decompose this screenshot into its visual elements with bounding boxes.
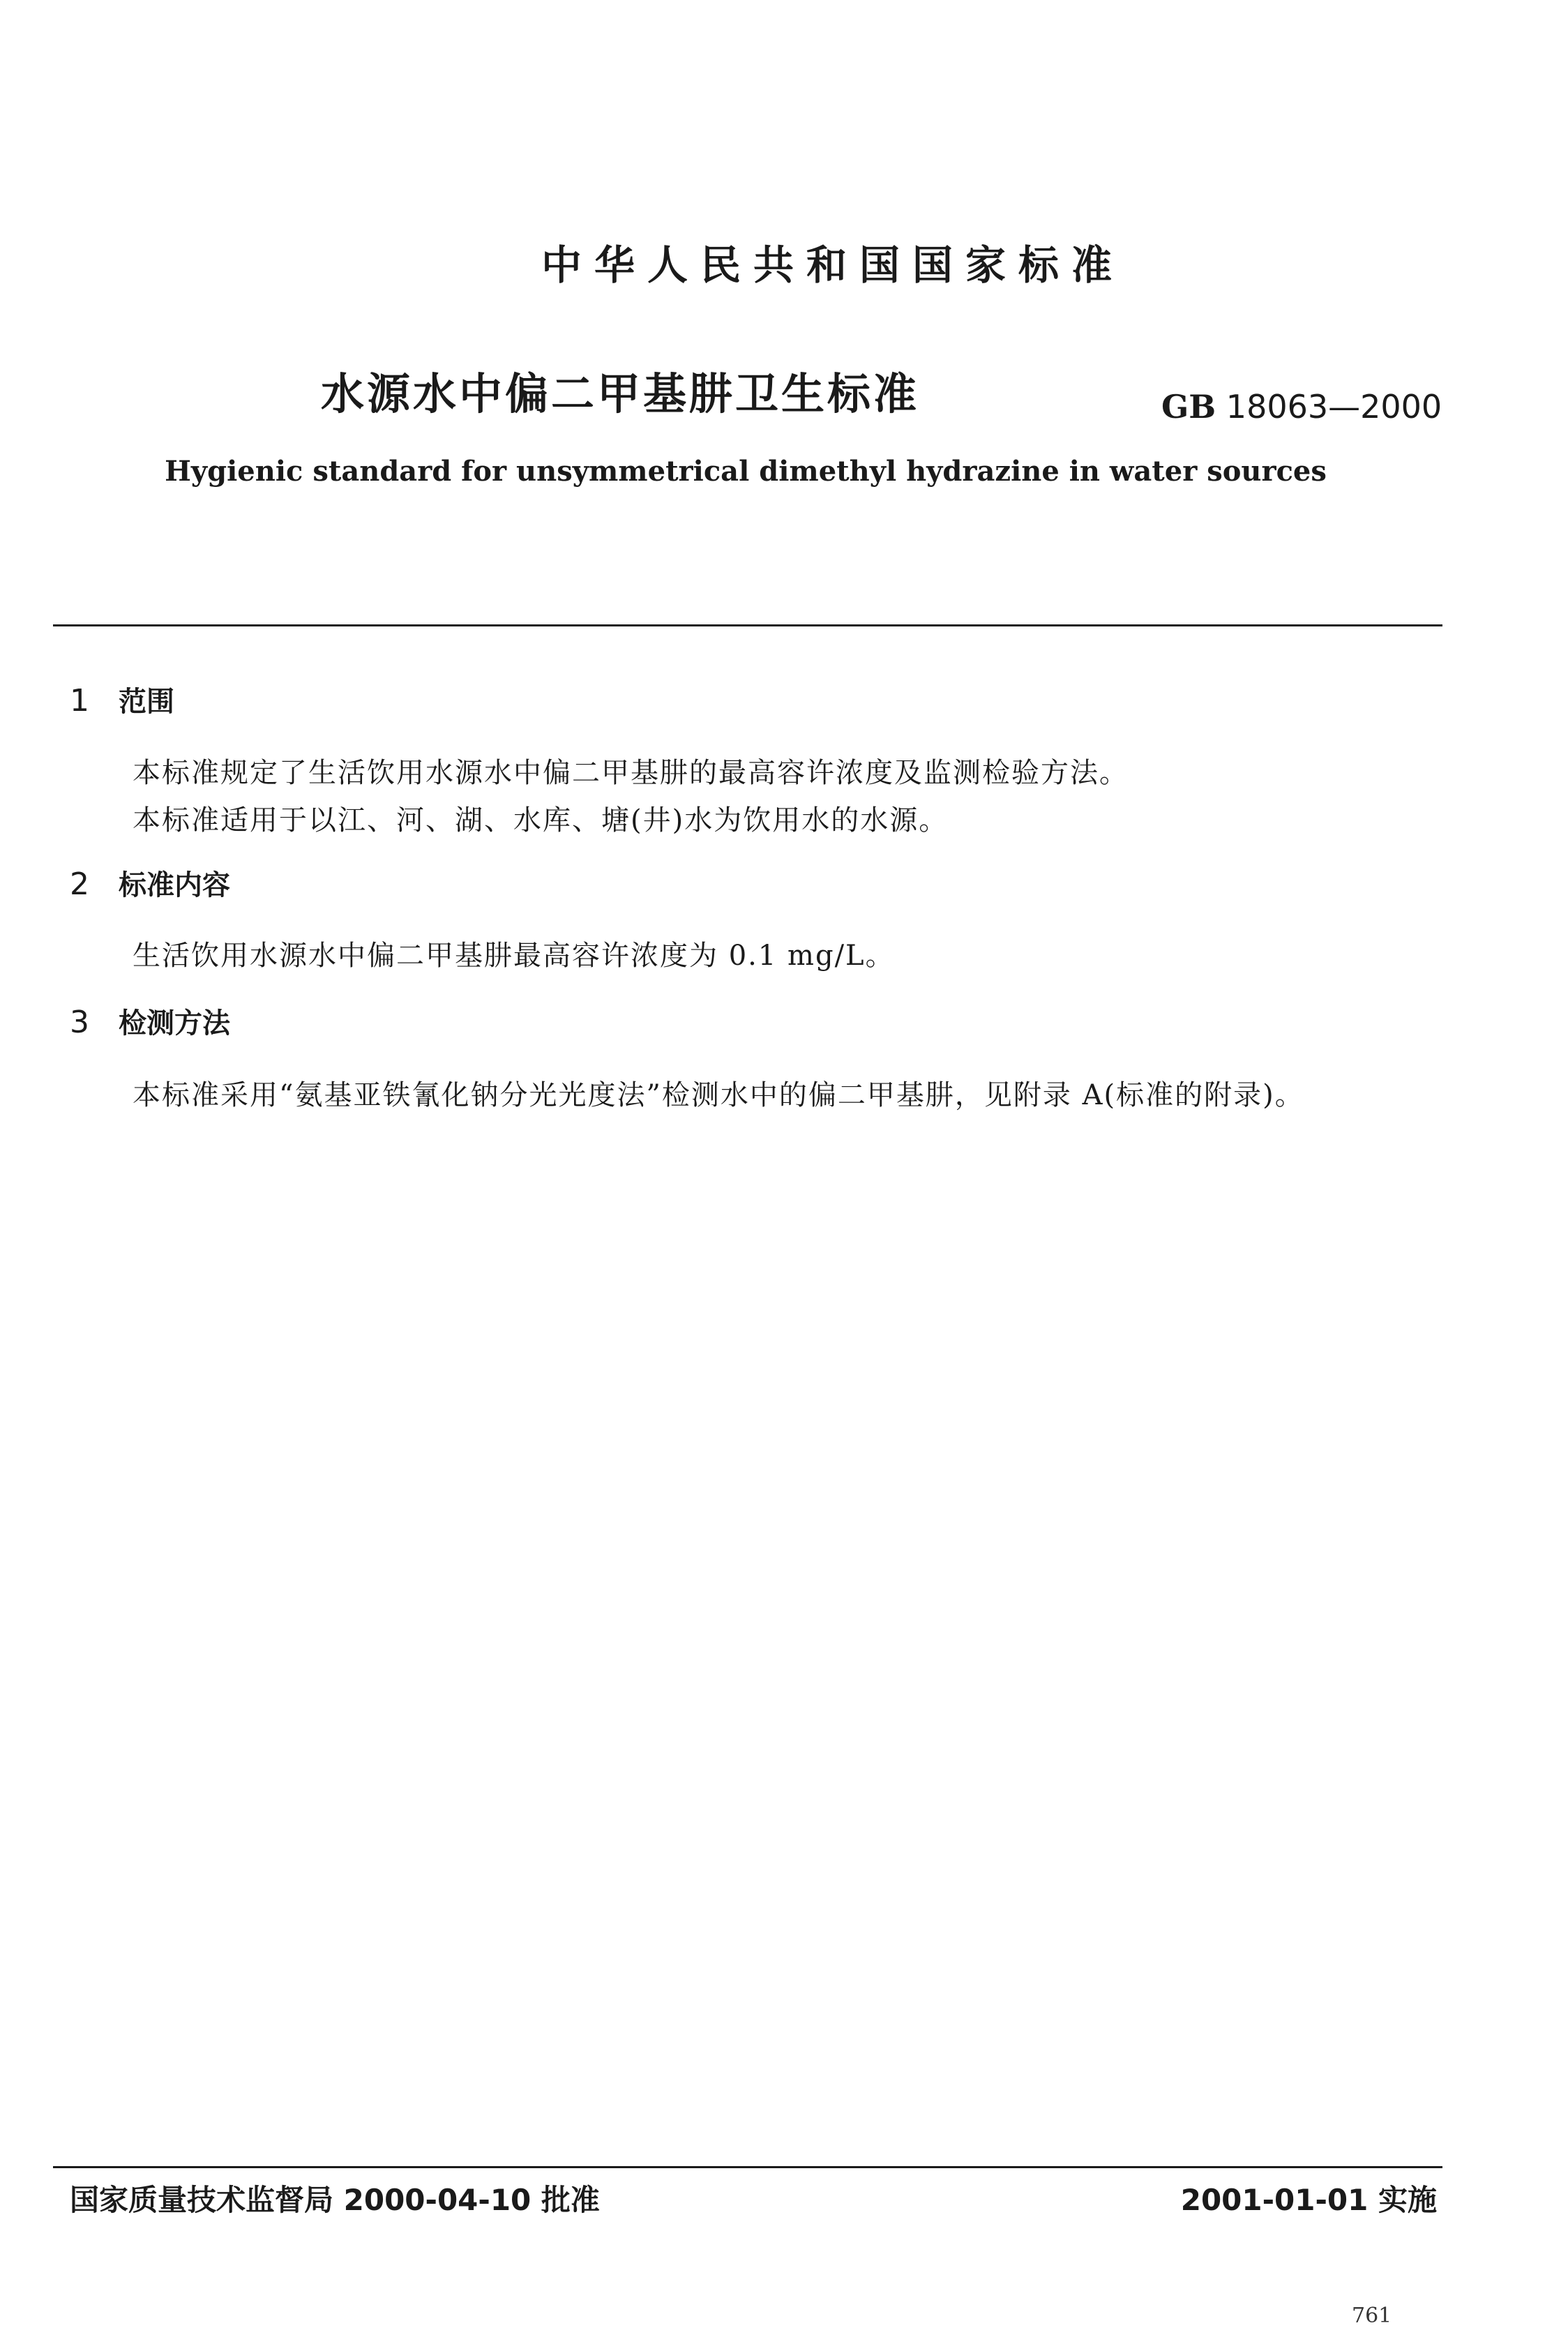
- section-2-title: 标准内容: [119, 869, 230, 901]
- national-standard-header: 中华人民共和国国家标准: [541, 241, 1124, 289]
- approval-line: 国家质量技术监督局 2000-04-10 批准: [70, 2183, 600, 2217]
- standard-title-en: Hygienic standard for unsymmetrical dimethyl hydrazine in water sources: [165, 455, 1327, 488]
- standard-number: [1161, 382, 1442, 431]
- page-number: 761: [1352, 2304, 1392, 2328]
- implementation-date: 2001-01-01 实施: [1180, 2183, 1437, 2217]
- section-2-paragraph-1: 生活饮用水源水中偏二甲基肼最高容许浓度为 0.1 mg/L。: [133, 940, 895, 972]
- header-divider: [53, 624, 1442, 626]
- section-3-heading: [70, 1002, 230, 1044]
- standard-title-cn: 水源水中偏二甲基肼卫生标准: [321, 368, 920, 419]
- section-3-title: 检测方法: [119, 1007, 230, 1039]
- section-1-paragraph-2: 本标准适用于以江、河、湖、水库、塘(井)水为饮用水的水源。: [133, 804, 949, 836]
- section-2-number: 2: [70, 866, 89, 902]
- standard-number-value: 18063—2000: [1226, 388, 1442, 426]
- section-1-number: 1: [70, 683, 89, 719]
- standard-number-prefix: GB: [1161, 388, 1216, 426]
- section-1-heading: [70, 680, 174, 723]
- section-1-paragraph-1: 本标准规定了生活饮用水源水中偏二甲基肼的最高容许浓度及监测检验方法。: [133, 757, 1129, 789]
- section-3-paragraph-1: 本标准采用“氨基亚铁氰化钠分光光度法”检测水中的偏二甲基肼，见附录 A(标准的附录)。: [133, 1079, 1304, 1111]
- section-2-heading: [70, 864, 230, 906]
- footer-divider: [53, 2166, 1442, 2168]
- section-3-number: 3: [70, 1005, 89, 1040]
- section-1-title: 范围: [119, 686, 174, 718]
